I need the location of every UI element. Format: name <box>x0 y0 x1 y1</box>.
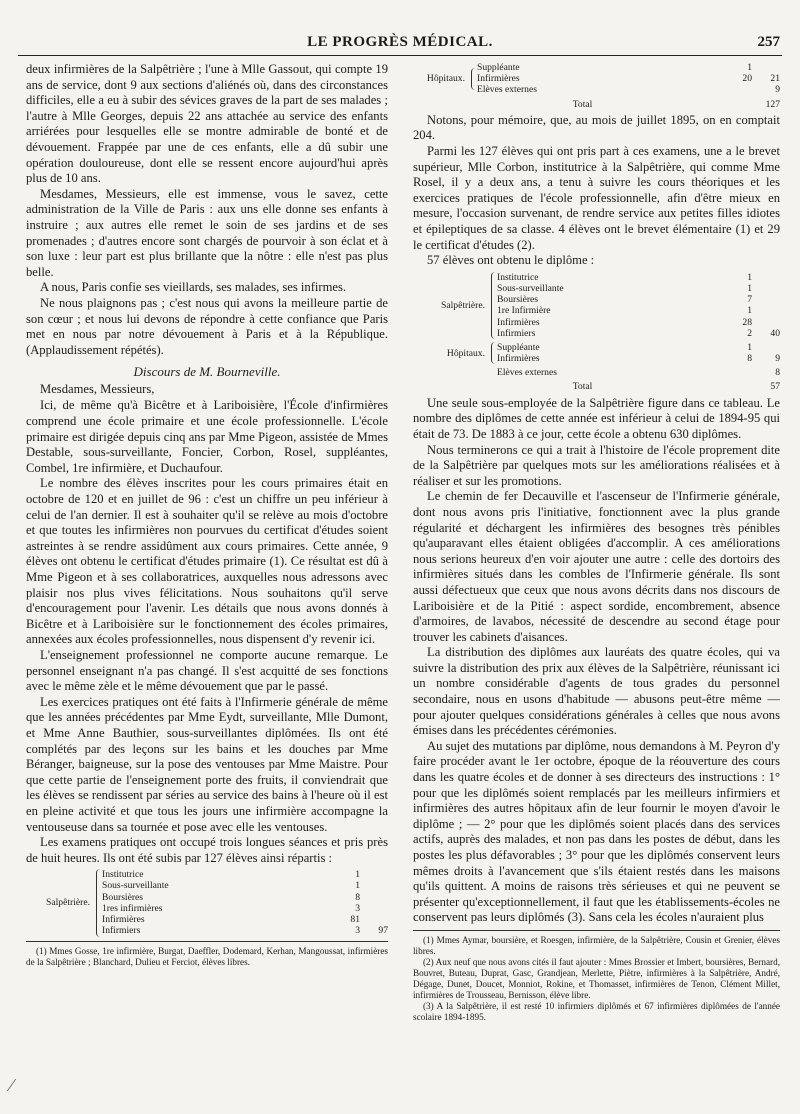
paragraph: Ici, de même qu'à Bicêtre et à Lariboisière, l'École d'infirmières comprend une école primaire et une école professionnelle. L'école primaire est dirigée depuis cinq ans par Mme Pigeon, assistée de Mmes Destable, sous-surveillante, Foncier, Corbon, Rosel, suppléantes, Combel, 1re infirmière, et Duchaufour. <box>26 398 388 475</box>
row-label: 1re Infirmière <box>497 305 551 317</box>
footnote: (1) Mmes Aymar, boursière, et Roesgen, infirmière, de la Salpêtrière, Cousin et Grenier, élèves libres. <box>413 934 780 956</box>
row-value: 8 <box>355 891 360 903</box>
paragraph: Les examens pratiques ont occupé trois longues séances et pris près de huit heures. Ils ont été subis par 127 élèves ainsi répartis : <box>26 835 388 865</box>
footnotes <box>26 946 388 968</box>
subtotal: 40 <box>770 327 780 339</box>
exam-table-continued <box>413 62 780 96</box>
row-value: 1 <box>747 282 752 294</box>
paragraph: Mesdames, Messieurs, elle est immense, vous le savez, cette administration de la Ville de Paris : aux uns elle donne ses enfants à instruire ; aux autres elle remet le soin de ses jardins et de ses promenades ; d'autres encore sont chargés de pourvoir à son éclat et à son luxe : leur part est plus brillante que la nôtre : elle n'est pas plus belle. <box>26 186 388 279</box>
footnote: (2) Aux neuf que nous avons cités il faut ajouter : Mmes Brossier et Imbert, boursières, Bernard, Bouvret, Buteau, Duprat, Gasc, Grandjean, Merlette, Piètre, infirmières à la Salpêtrière, André, Dégage, Dunet, Doucet, Monniot, Rokine, et Thomasset, infirmières de Tenon, Clément Millet, infirmières de Trousseau, Bernisson, élève libre. <box>413 956 780 1000</box>
table-row <box>497 294 780 305</box>
table-rows <box>497 272 780 339</box>
diploma-table-hospitals <box>413 342 780 364</box>
row-value: 7 <box>747 294 752 306</box>
row-label: Infirmières <box>477 73 520 85</box>
row-value: 8 <box>775 367 780 379</box>
table-rows <box>497 342 780 364</box>
table-row <box>477 62 780 73</box>
row-label: 1res infirmières <box>102 902 163 914</box>
paragraph: Le nombre des élèves inscrites pour les cours primaires était en octobre de 120 et en juillet de 96 : c'est un chiffre un peu inférieur à celui de l'an dernier. Il est à souhaiter qu'il se relève au mois d'octobre et que toutes les infirmières non pourvues du certificat d'études soient astreintes à se rendre assidûment aux cours primaires. Cette année, 9 élèves ont obtenu le certificat d'études primaire (1). Ce résultat est dû à Mme Pigeon et à ses collaboratrices, auxquelles nous adressons avec plaisir nos plus vives félicitations. Nous souhaitons qu'il serve d'encouragement pour l'avenir. Les détails que nous avons donnés à Bicêtre et à Lariboisière sur le fonctionnement des écoles primaires, annexées aux écoles professionnelles, nous dispensent d'y revenir ici. <box>26 476 388 647</box>
row-value: 3 <box>355 925 360 937</box>
footnote-rule <box>413 930 780 931</box>
footnotes <box>413 935 780 1023</box>
paragraph: Les exercices pratiques ont été faits à l'Infirmerie générale de même que les années précédentes par Mme Eydt, surveillante, Mlle Dumont, et Mme Anne Bauthier, sous-surveillantes diplômées. Ils ont été complétés par des leçons sur les bains et les douches par Mme Béranger, baigneuse, sur la pose des ventouses par Mme Maistre. Pour que cette partie de l'enseignement porte des fruits, il conviendrait que les élèves se rendissent par séries au service des bains à l'heure où il est en pleine activité et que tous les jours une infirmière accompagne la ventouseuse dans sa tournée et pose avec elle les ventouses. <box>26 694 388 834</box>
row-label: Infirmiers <box>102 925 141 937</box>
table-group-label: Salpêtrière. <box>46 897 90 909</box>
row-value: 28 <box>742 316 752 328</box>
subtotal: 97 <box>378 925 388 937</box>
table-row <box>497 328 780 339</box>
table-row <box>102 892 388 903</box>
paragraph: Ne nous plaignons pas ; c'est nous qui avons la meilleure partie de son cœur ; et nous lui devons de répondre à cette confiance que Paris met en nous par notre dévouement à Paris et à la République. (Applaudissement répétés). <box>26 295 388 357</box>
row-label: Elèves externes <box>497 367 557 379</box>
row-label: Sous-surveillante <box>102 880 169 892</box>
table-rows <box>477 62 780 96</box>
table-row <box>102 869 388 880</box>
row-value: 8 <box>747 353 752 365</box>
paragraph: deux infirmières de la Salpêtrière ; l'une à Mlle Gassout, qui compte 19 ans de service, dont 9 aux sections d'aliénés où, dans des circonstances difficiles, elle a eu à subir des sévices graves de la part de ses malades ; l'autre à Mlle Georges, depuis 22 ans attachée au service des enfants arriérées pour lesquelles elle se montre admirable de bonté et de dévouement. Frappée par une de ces enfants, elle a dû subir une opération douloureuse, dont elle se ressent encore aujourd'hui après plus de 10 ans. <box>26 62 388 186</box>
table-row <box>102 903 388 914</box>
row-value <box>752 62 780 73</box>
row-label: Institutrice <box>102 869 144 881</box>
row-value: 1 <box>355 880 360 892</box>
paragraph: Au sujet des mutations par diplôme, nous demandons à M. Peyron d'y faire procéder avant le 1er octobre, époque de la réouverture des cours dans les quatre écoles et de donner à ses directeurs des instructions : 1° pour que les diplômés soient remplacés par les meilleurs infirmiers et infirmières des autres hôpitaux afin de leur fournir le moyen d'avoir le diplôme ; — 2° pour que les diplômés soient placés dans des services actifs, auprès des malades, et non pas dans les postes de début, dans les postes les plus défavorables ; 3° pour que les diplômés conservent leurs mêmes droits à l'avancement que s'ils étaient restés dans les maisons qu'ils quittent. A moins de raisons très sérieuses et qui ne peuvent se présenter qu'exceptionnellement, il faut que les établissements-écoles ne conservent pas leurs diplômés (3). Sans cela les écoles n'auraient plus <box>413 738 780 925</box>
row-value: 21 <box>770 73 780 85</box>
row-value: 3 <box>355 902 360 914</box>
row-label: Infirmières <box>497 316 540 328</box>
row-value: 9 <box>775 84 780 96</box>
table-group-label: Hôpitaux. <box>426 73 465 85</box>
paragraph: L'enseignement professionnel ne comporte aucune remarque. Le personnel enseignant n'a pas changé. Il s'est acquitté de ses fonctions avec le même zèle et le même dévouement que par le passé. <box>26 647 388 694</box>
paragraph: Notons, pour mémoire, que, au mois de juillet 1895, on en comptait 204. <box>413 112 780 143</box>
row-value: 1 <box>747 271 752 283</box>
paragraph: Parmi les 127 élèves qui ont pris part à ces examens, une a le brevet supérieur, Mlle Corbon, institutrice à la Salpêtrière, qui comme Mme Rosel, il y a deux ans, a tenu à suivre les cours théoriques et les exercices pratiques de l'école professionnelle, afin d'être mieux en mesure, l'occasion survenant, de rendre service aux petites filles idiotes et épileptiques de sa classe. 4 élèves ont le brevet élémentaire (1) et 29 le certificat d'études (2). <box>413 144 780 252</box>
margin-mark: ⁄ <box>10 1075 14 1095</box>
total-label: Total <box>572 98 593 110</box>
row-label: Boursières <box>497 294 539 306</box>
section-heading: Discours de M. Bourneville. <box>133 364 281 380</box>
row-value: 1 <box>747 62 752 73</box>
table-total-row <box>413 99 780 110</box>
table-row <box>497 342 780 353</box>
row-label: Suppléante <box>477 62 520 73</box>
table-row <box>102 880 388 891</box>
paragraph: Nous terminerons ce qui a trait à l'histoire de l'école proprement dite de la Salpêtrière par quelques mots sur les améliorations réalisées et à réaliser et sur les promotions. <box>413 442 780 488</box>
table-row <box>497 272 780 283</box>
total-value: 127 <box>765 98 780 110</box>
row-label: Institutrice <box>497 271 539 283</box>
total-value: 57 <box>770 380 780 392</box>
table-total-row <box>413 381 780 392</box>
row-label: Boursières <box>102 891 144 903</box>
table-row <box>477 73 780 84</box>
table-row <box>102 925 388 936</box>
row-value: 1 <box>355 869 360 881</box>
paragraph: A nous, Paris confie ses vieillards, ses malades, ses infirmes. <box>40 280 347 295</box>
table-rows <box>102 869 388 936</box>
table-row <box>497 317 780 328</box>
header-rule <box>18 55 782 56</box>
page-number: 257 <box>757 34 780 50</box>
row-label: Infirmières <box>102 914 145 926</box>
row-value: 1 <box>747 341 752 353</box>
footnote: (3) A la Salpêtrière, il est resté 10 infirmiers diplômés et 67 infirmières diplômées de l'année scolaire 1894-1895. <box>413 1000 780 1022</box>
row-label: Sous-surveillante <box>497 282 564 294</box>
total-label: Total <box>572 380 593 392</box>
running-header <box>18 34 782 54</box>
table-row <box>497 367 780 378</box>
row-label: Infirmières <box>497 353 540 365</box>
row-value: 81 <box>350 914 360 926</box>
row-value: 2 <box>747 327 752 339</box>
diploma-table <box>413 272 780 339</box>
salutation: Mesdames, Messieurs, <box>40 381 155 396</box>
table-row <box>497 353 780 364</box>
journal-title: LE PROGRÈS MÉDICAL. <box>307 34 493 50</box>
footnote: (1) Mmes Gosse, 1re infirmière, Burgat, Daeffler, Dodemard, Kerhan, Mangoussat, infirmières de la Salpêtrière ; Blanchard, Dulieu et Ferciot, élèves libres. <box>26 945 388 967</box>
row-value: 20 <box>742 73 752 85</box>
row-label: Suppléante <box>497 341 540 353</box>
paragraph: Le chemin de fer Decauville et l'ascenseur de l'Infirmerie générale, dont nous avons pris l'initiative, fonctionnent avec la plus grande régularité et déchargent les infirmières des besognes très pénibles qu'auparavant elles étaient obligées d'accomplir. A ces améliorations nous serions heureux d'en voir ajouter une autre : celle des dortoirs des infirmières situés dans les combles de l'Infirmerie générale. Ils sont aussi défectueux que ceux que nous avons décrits dans nos discours de Lariboisière et de la Pitié : aspect sordide, encombrement, absence d'armoires, de lavabos, nécessité de descendre au second étage pour trouver les cabinets d'aisances. <box>413 489 780 644</box>
table-group-label: Hôpitaux. <box>446 347 485 359</box>
right-column <box>413 62 780 1023</box>
footnote-rule <box>26 941 388 942</box>
table-row <box>102 914 388 925</box>
table-row <box>497 283 780 294</box>
table-row <box>497 305 780 316</box>
row-value <box>730 84 752 95</box>
subtotal: 9 <box>775 353 780 365</box>
paragraph: La distribution des diplômes aux lauréats des quatre écoles, qui va suivre la distribution des prix aux élèves de la Salpêtrière, réunissant ici un nombre considérable d'agents de tous grades du personnel secondaire, nous en usons d'habitude — abusons peut-être même — pour ajouter quelques considérations générales à celles que nous avons émises dans les précédentes cérémonies. <box>413 645 780 738</box>
paragraph: Une seule sous-employée de la Salpêtrière figure dans ce tableau. Le nombre des diplômes de cette année est inférieur à celui de 1894-95 qui était de 73. De 1883 à ce jour, cette école a obtenu 630 diplômes. <box>413 395 780 441</box>
row-value: 1 <box>747 305 752 317</box>
row-label: Elèves externes <box>477 84 537 96</box>
paragraph: 57 élèves ont obtenu le diplôme : <box>427 253 595 268</box>
table-row <box>477 84 780 95</box>
exam-table-left <box>26 869 388 936</box>
row-label: Infirmiers <box>497 327 536 339</box>
left-column <box>26 62 388 968</box>
table-group-label: Salpêtrière. <box>441 299 485 311</box>
